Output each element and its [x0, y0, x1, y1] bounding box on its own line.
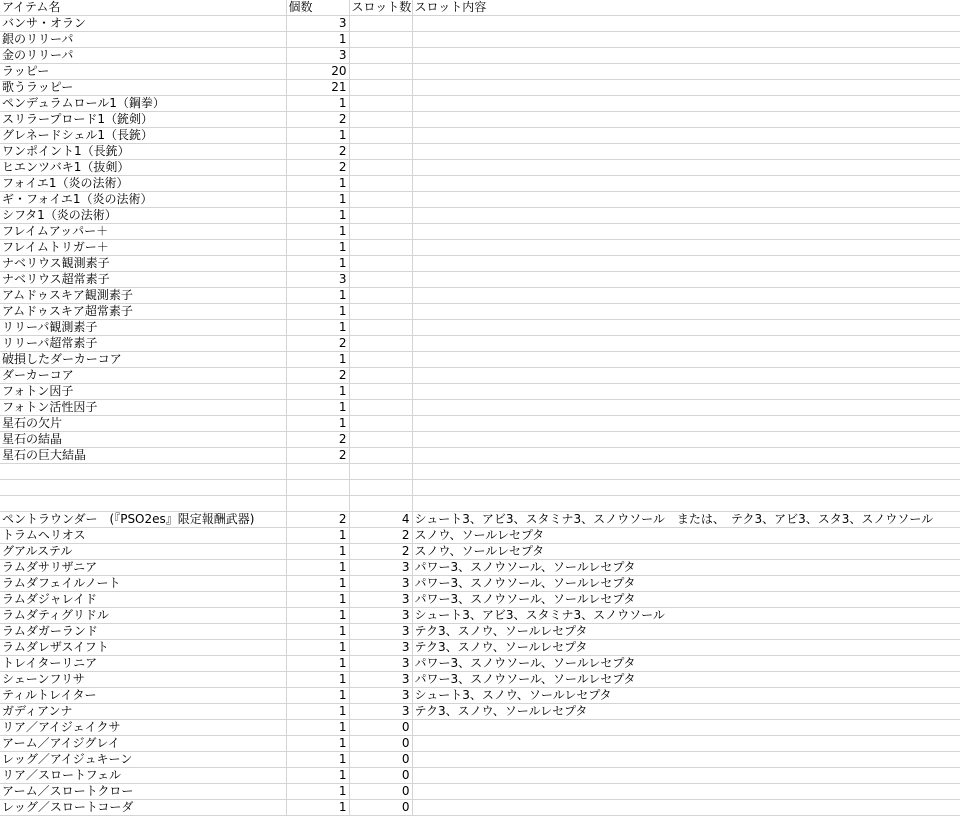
cell-item-name[interactable]: スリラープロード1（銃剣）	[0, 112, 286, 128]
cell-slot-count[interactable]: 4	[349, 512, 412, 528]
cell-slot-count[interactable]	[349, 64, 412, 80]
cell-count[interactable]: 1	[286, 384, 349, 400]
cell-slot-count[interactable]	[349, 128, 412, 144]
cell-slot-contents[interactable]	[412, 464, 960, 480]
cell-slot-contents[interactable]	[412, 224, 960, 240]
cell-slot-contents[interactable]	[412, 368, 960, 384]
table-row	[0, 320, 960, 336]
cell-slot-contents[interactable]	[412, 144, 960, 160]
cell-count[interactable]: 2	[286, 368, 349, 384]
cell-slot-count[interactable]	[349, 496, 412, 512]
cell-count[interactable]: 1	[286, 608, 349, 624]
cell-item-name[interactable]: アムドゥスキア超常素子	[0, 304, 286, 320]
cell-slot-contents[interactable]	[412, 752, 960, 768]
cell-slot-count[interactable]: 2	[349, 544, 412, 560]
cell-slot-contents[interactable]: パワー3、スノウソール、ソールレセプタ	[412, 576, 960, 592]
cell-slot-count[interactable]	[349, 224, 412, 240]
cell-slot-contents[interactable]: スノウ、ソールレセプタ	[412, 528, 960, 544]
table-row	[0, 704, 960, 720]
cell-slot-count[interactable]: 3	[349, 560, 412, 576]
cell-slot-count[interactable]: 3	[349, 624, 412, 640]
table-row	[0, 512, 960, 528]
cell-slot-count[interactable]	[349, 480, 412, 496]
cell-slot-count[interactable]	[349, 96, 412, 112]
cell-slot-count[interactable]	[349, 160, 412, 176]
cell-slot-count[interactable]	[349, 320, 412, 336]
cell-count[interactable]: 3	[286, 272, 349, 288]
cell-slot-contents[interactable]	[412, 496, 960, 512]
cell-slot-contents[interactable]	[412, 256, 960, 272]
cell-item-name[interactable]: ラムダジャレイド	[0, 592, 286, 608]
table-row	[0, 432, 960, 448]
cell-slot-count[interactable]	[349, 336, 412, 352]
cell-item-name[interactable]: ワンポイント1（長銃）	[0, 144, 286, 160]
table-row	[0, 496, 960, 512]
table-row	[0, 80, 960, 96]
table-row	[0, 672, 960, 688]
cell-slot-contents[interactable]	[412, 32, 960, 48]
cell-slot-count[interactable]	[349, 16, 412, 32]
table-row	[0, 528, 960, 544]
cell-count[interactable]: 1	[286, 672, 349, 688]
cell-item-name[interactable]: シェーンフリサ	[0, 672, 286, 688]
cell-item-name[interactable]: 歌うラッピー	[0, 80, 286, 96]
cell-slot-contents[interactable]	[412, 240, 960, 256]
table-row	[0, 160, 960, 176]
cell-slot-count[interactable]: 0	[349, 720, 412, 736]
table-row	[0, 416, 960, 432]
cell-count[interactable]: 1	[286, 768, 349, 784]
cell-count[interactable]: 1	[286, 800, 349, 816]
cell-item-name[interactable]: 金のリリーパ	[0, 48, 286, 64]
cell-count[interactable]: 1	[286, 224, 349, 240]
table-row	[0, 256, 960, 272]
cell-count[interactable]: 1	[286, 208, 349, 224]
cell-slot-contents[interactable]	[412, 800, 960, 816]
cell-item-name[interactable]	[0, 464, 286, 480]
cell-item-name[interactable]: レッグ／アイジュキーン	[0, 752, 286, 768]
cell-count[interactable]: 21	[286, 80, 349, 96]
table-row	[0, 544, 960, 560]
table-row	[0, 400, 960, 416]
table-row	[0, 448, 960, 464]
table-row	[0, 240, 960, 256]
cell-count[interactable]: 2	[286, 144, 349, 160]
cell-count[interactable]: 1	[286, 592, 349, 608]
table-row	[0, 464, 960, 480]
cell-slot-contents[interactable]: テク3、スノウ、ソールレセプタ	[412, 624, 960, 640]
cell-slot-count[interactable]	[349, 384, 412, 400]
cell-slot-contents[interactable]: シュート3、スノウ、ソールレセプタ	[412, 688, 960, 704]
cell-item-name[interactable]: フォトン活性因子	[0, 400, 286, 416]
cell-slot-count[interactable]	[349, 208, 412, 224]
cell-count[interactable]: 1	[286, 352, 349, 368]
table-row	[0, 176, 960, 192]
cell-count[interactable]: 1	[286, 192, 349, 208]
cell-count[interactable]: 1	[286, 624, 349, 640]
cell-count[interactable]	[286, 496, 349, 512]
cell-count[interactable]: 3	[286, 48, 349, 64]
table-row	[0, 208, 960, 224]
table-row	[0, 192, 960, 208]
cell-slot-count[interactable]	[349, 304, 412, 320]
cell-slot-count[interactable]: 0	[349, 800, 412, 816]
cell-slot-contents[interactable]	[412, 720, 960, 736]
header-item-name[interactable]: アイテム名	[0, 0, 286, 16]
cell-count[interactable]: 1	[286, 656, 349, 672]
table-row	[0, 224, 960, 240]
cell-count[interactable]: 2	[286, 512, 349, 528]
cell-item-name[interactable]: 星石の結晶	[0, 432, 286, 448]
cell-slot-count[interactable]	[349, 240, 412, 256]
cell-item-name[interactable]	[0, 496, 286, 512]
cell-slot-contents[interactable]	[412, 80, 960, 96]
cell-slot-contents[interactable]	[412, 480, 960, 496]
cell-count[interactable]: 2	[286, 336, 349, 352]
cell-slot-contents[interactable]	[412, 304, 960, 320]
cell-item-name[interactable]: グアルステル	[0, 544, 286, 560]
cell-slot-contents[interactable]	[412, 48, 960, 64]
cell-slot-contents[interactable]	[412, 320, 960, 336]
table-row	[0, 752, 960, 768]
cell-slot-count[interactable]	[349, 256, 412, 272]
cell-item-name[interactable]: ギ・フォイエ1（炎の法術）	[0, 192, 286, 208]
cell-slot-count[interactable]	[349, 144, 412, 160]
cell-slot-contents[interactable]: テク3、スノウ、ソールレセプタ	[412, 704, 960, 720]
cell-slot-contents[interactable]	[412, 336, 960, 352]
table-row	[0, 112, 960, 128]
table-row	[0, 368, 960, 384]
table-row	[0, 384, 960, 400]
cell-slot-contents[interactable]: テク3、スノウ、ソールレセプタ	[412, 640, 960, 656]
cell-count[interactable]: 1	[286, 784, 349, 800]
cell-slot-contents[interactable]	[412, 192, 960, 208]
cell-count[interactable]: 1	[286, 256, 349, 272]
header-count[interactable]: 個数	[286, 0, 349, 16]
cell-item-name[interactable]: リア／アイジェイクサ	[0, 720, 286, 736]
cell-count[interactable]: 1	[286, 400, 349, 416]
cell-item-name[interactable]: レッグ／スロートコーダ	[0, 800, 286, 816]
cell-slot-contents[interactable]	[412, 208, 960, 224]
cell-slot-count[interactable]: 0	[349, 784, 412, 800]
cell-slot-count[interactable]	[349, 272, 412, 288]
cell-slot-count[interactable]	[349, 288, 412, 304]
cell-slot-count[interactable]	[349, 176, 412, 192]
cell-item-name[interactable]: フォトン因子	[0, 384, 286, 400]
cell-count[interactable]: 1	[286, 528, 349, 544]
cell-item-name[interactable]: トラムヘリオス	[0, 528, 286, 544]
cell-item-name[interactable]: フレイムアッパー＋	[0, 224, 286, 240]
cell-slot-count[interactable]: 0	[349, 768, 412, 784]
cell-slot-contents[interactable]	[412, 288, 960, 304]
cell-slot-contents[interactable]: パワー3、スノウソール、ソールレセプタ	[412, 560, 960, 576]
cell-item-name[interactable]: ラムダサリザニア	[0, 560, 286, 576]
cell-count[interactable]: 1	[286, 576, 349, 592]
cell-slot-count[interactable]: 3	[349, 704, 412, 720]
cell-item-name[interactable]: ナベリウス超常素子	[0, 272, 286, 288]
cell-count[interactable]: 1	[286, 416, 349, 432]
cell-slot-count[interactable]: 3	[349, 592, 412, 608]
cell-count[interactable]: 1	[286, 704, 349, 720]
cell-slot-count[interactable]	[349, 352, 412, 368]
cell-slot-contents[interactable]: パワー3、スノウソール、ソールレセプタ	[412, 672, 960, 688]
cell-count[interactable]: 1	[286, 688, 349, 704]
header-slot-count[interactable]: スロット数	[349, 0, 412, 16]
header-slot-contents[interactable]: スロット内容	[412, 0, 960, 16]
table-row	[0, 96, 960, 112]
cell-slot-count[interactable]: 2	[349, 528, 412, 544]
table-row	[0, 576, 960, 592]
cell-count[interactable]: 1	[286, 288, 349, 304]
table-row	[0, 336, 960, 352]
table-row	[0, 32, 960, 48]
cell-item-name[interactable]: リリーパ観測素子	[0, 320, 286, 336]
cell-slot-count[interactable]	[349, 192, 412, 208]
cell-slot-count[interactable]	[349, 416, 412, 432]
table-row	[0, 304, 960, 320]
cell-item-name[interactable]: ラッピー	[0, 64, 286, 80]
cell-slot-contents[interactable]	[412, 432, 960, 448]
cell-slot-count[interactable]: 3	[349, 688, 412, 704]
cell-slot-contents[interactable]	[412, 352, 960, 368]
cell-count[interactable]	[286, 480, 349, 496]
cell-item-name[interactable]: アムドゥスキア観測素子	[0, 288, 286, 304]
cell-item-name[interactable]: 破損したダーカーコア	[0, 352, 286, 368]
cell-count[interactable]: 1	[286, 32, 349, 48]
cell-slot-contents[interactable]	[412, 416, 960, 432]
cell-slot-count[interactable]: 3	[349, 576, 412, 592]
cell-slot-contents[interactable]: パワー3、スノウソール、ソールレセプタ	[412, 656, 960, 672]
table-row	[0, 688, 960, 704]
cell-slot-contents[interactable]: パワー3、スノウソール、ソールレセプタ	[412, 592, 960, 608]
table-row	[0, 592, 960, 608]
cell-slot-contents[interactable]	[412, 384, 960, 400]
cell-item-name[interactable]: ナベリウス観測素子	[0, 256, 286, 272]
table-row	[0, 288, 960, 304]
cell-item-name[interactable]: 銀のリリーパ	[0, 32, 286, 48]
cell-item-name[interactable]: シフタ1（炎の法術）	[0, 208, 286, 224]
cell-count[interactable]: 1	[286, 96, 349, 112]
cell-slot-contents[interactable]	[412, 112, 960, 128]
cell-count[interactable]: 2	[286, 112, 349, 128]
cell-count[interactable]: 20	[286, 64, 349, 80]
cell-slot-count[interactable]: 3	[349, 640, 412, 656]
cell-item-name[interactable]: トレイターリニア	[0, 656, 286, 672]
cell-slot-contents[interactable]	[412, 736, 960, 752]
header-row	[0, 0, 960, 16]
cell-slot-contents[interactable]	[412, 400, 960, 416]
table-row	[0, 800, 960, 816]
cell-item-name[interactable]: ラムダガーランド	[0, 624, 286, 640]
cell-slot-count[interactable]: 3	[349, 672, 412, 688]
cell-slot-contents[interactable]: シュート3、アビ3、スタミナ3、スノウソール または、 テク3、アビ3、スタ3、スノウソール	[412, 512, 960, 528]
cell-item-name[interactable]: グレネードシェル1（長銃）	[0, 128, 286, 144]
cell-item-name[interactable]	[0, 480, 286, 496]
cell-item-name[interactable]: リア／スロートフェル	[0, 768, 286, 784]
cell-slot-count[interactable]	[349, 400, 412, 416]
cell-slot-contents[interactable]	[412, 64, 960, 80]
cell-count[interactable]: 1	[286, 176, 349, 192]
table-row	[0, 352, 960, 368]
cell-item-name[interactable]: アーム／アイジグレイ	[0, 736, 286, 752]
cell-slot-count[interactable]	[349, 48, 412, 64]
cell-item-name[interactable]: ラムダレザスイフト	[0, 640, 286, 656]
cell-slot-contents[interactable]	[412, 176, 960, 192]
cell-item-name[interactable]: ペントラウンダー (『PSO2es』限定報酬武器)	[0, 512, 286, 528]
cell-item-name[interactable]: 星石の欠片	[0, 416, 286, 432]
cell-slot-count[interactable]: 0	[349, 736, 412, 752]
cell-count[interactable]: 1	[286, 128, 349, 144]
table-row	[0, 560, 960, 576]
cell-item-name[interactable]: 星石の巨大結晶	[0, 448, 286, 464]
cell-slot-count[interactable]: 3	[349, 656, 412, 672]
cell-item-name[interactable]: バンサ・オラン	[0, 16, 286, 32]
cell-count[interactable]: 1	[286, 304, 349, 320]
cell-slot-contents[interactable]	[412, 128, 960, 144]
cell-count[interactable]: 1	[286, 736, 349, 752]
cell-item-name[interactable]: リリーパ超常素子	[0, 336, 286, 352]
cell-item-name[interactable]: ティルトレイター	[0, 688, 286, 704]
table-row	[0, 144, 960, 160]
cell-item-name[interactable]: ラムダティグリドル	[0, 608, 286, 624]
cell-item-name[interactable]: アーム／スロートクロー	[0, 784, 286, 800]
cell-slot-contents[interactable]: スノウ、ソールレセプタ	[412, 544, 960, 560]
table-row	[0, 784, 960, 800]
cell-slot-contents[interactable]	[412, 768, 960, 784]
table-row	[0, 720, 960, 736]
cell-slot-count[interactable]	[349, 464, 412, 480]
cell-slot-count[interactable]	[349, 32, 412, 48]
table-row	[0, 64, 960, 80]
cell-slot-contents[interactable]	[412, 96, 960, 112]
table-row	[0, 272, 960, 288]
table-row	[0, 16, 960, 32]
table-row	[0, 608, 960, 624]
table-row	[0, 736, 960, 752]
cell-count[interactable]: 2	[286, 432, 349, 448]
cell-item-name[interactable]: ラムダフェイルノート	[0, 576, 286, 592]
cell-count[interactable]: 1	[286, 560, 349, 576]
cell-slot-contents[interactable]	[412, 160, 960, 176]
cell-count[interactable]: 2	[286, 160, 349, 176]
cell-slot-contents[interactable]	[412, 16, 960, 32]
cell-slot-count[interactable]	[349, 112, 412, 128]
cell-item-name[interactable]: フォイエ1（炎の法術）	[0, 176, 286, 192]
table-row	[0, 128, 960, 144]
cell-count[interactable]: 1	[286, 320, 349, 336]
cell-slot-count[interactable]	[349, 448, 412, 464]
table-row	[0, 656, 960, 672]
table-row	[0, 768, 960, 784]
table-row	[0, 480, 960, 496]
cell-slot-count[interactable]: 3	[349, 608, 412, 624]
cell-slot-count[interactable]	[349, 368, 412, 384]
table-row	[0, 640, 960, 656]
cell-count[interactable]: 3	[286, 16, 349, 32]
cell-count[interactable]: 1	[286, 544, 349, 560]
cell-count[interactable]: 1	[286, 752, 349, 768]
cell-item-name[interactable]: ヒエンツバキ1（抜剣）	[0, 160, 286, 176]
cell-item-name[interactable]: ダーカーコア	[0, 368, 286, 384]
cell-slot-count[interactable]: 0	[349, 752, 412, 768]
table-row	[0, 48, 960, 64]
table-row	[0, 624, 960, 640]
cell-item-name[interactable]: フレイムトリガー＋	[0, 240, 286, 256]
cell-slot-contents[interactable]: シュート3、アビ3、スタミナ3、スノウソール	[412, 608, 960, 624]
cell-slot-contents[interactable]	[412, 272, 960, 288]
cell-count[interactable]: 1	[286, 640, 349, 656]
cell-count[interactable]: 1	[286, 240, 349, 256]
cell-item-name[interactable]: ペンデュラムロール1（鋼拳）	[0, 96, 286, 112]
cell-count[interactable]	[286, 464, 349, 480]
cell-slot-count[interactable]	[349, 432, 412, 448]
cell-count[interactable]: 2	[286, 448, 349, 464]
cell-slot-contents[interactable]	[412, 448, 960, 464]
cell-slot-contents[interactable]	[412, 784, 960, 800]
cell-count[interactable]: 1	[286, 720, 349, 736]
cell-item-name[interactable]: ガディアンナ	[0, 704, 286, 720]
cell-slot-count[interactable]	[349, 80, 412, 96]
